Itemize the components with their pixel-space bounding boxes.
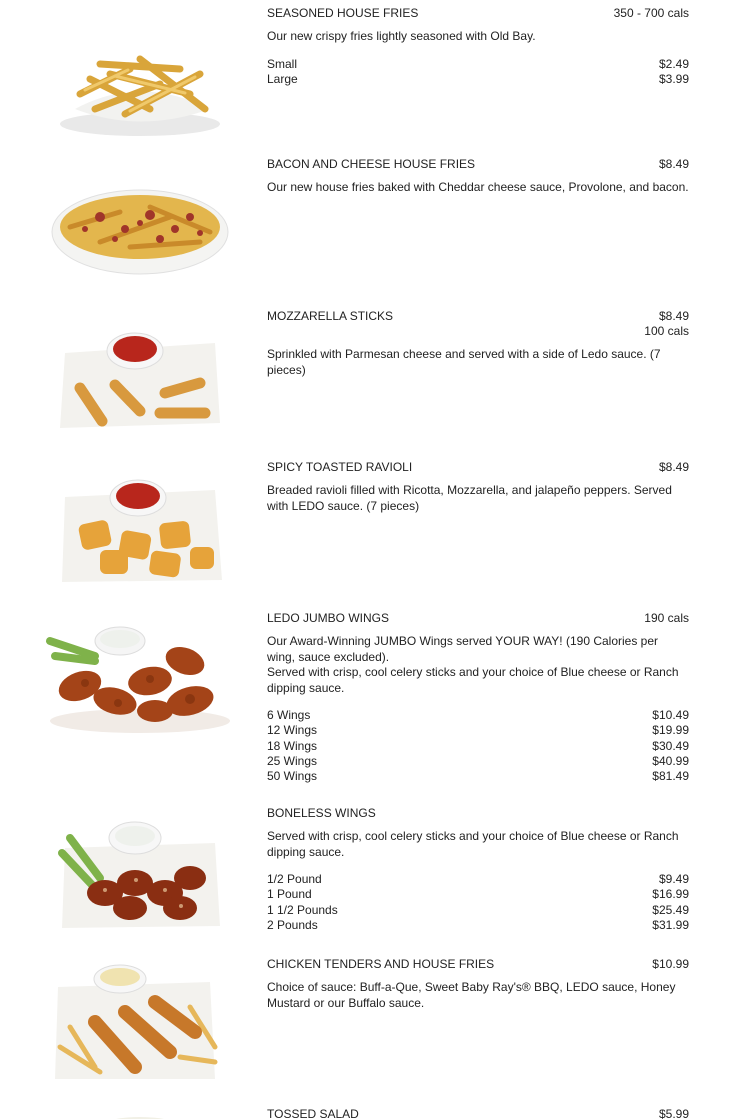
tossed-salad-photo [40, 1107, 240, 1119]
seasoned-fries-photo [40, 14, 240, 144]
toasted-ravioli-photo [40, 462, 240, 592]
item-name: MOZZARELLA STICKS [267, 309, 394, 323]
item-description: Our new house fries baked with Cheddar cheese sauce, Provolone, and bacon. [267, 180, 689, 194]
size-row [267, 754, 689, 769]
size-label: 2 Pounds [267, 917, 318, 932]
item-calories: 100 cals [644, 324, 689, 338]
size-price: $40.99 [652, 753, 689, 768]
size-price: $30.49 [652, 738, 689, 753]
size-price: $3.99 [658, 71, 689, 86]
item-name: SPICY TOASTED RAVIOLI [267, 460, 413, 474]
size-label: Large [267, 71, 298, 86]
item-description: Served with crisp, cool celery sticks and your choice of Blue cheese or Ranch dipping sauce. [267, 829, 679, 859]
item-calories: 190 cals [644, 611, 689, 625]
size-list [267, 872, 689, 933]
size-row [267, 903, 689, 918]
item-description: Choice of sauce: Buff-a-Que, Sweet Baby Ray's® BBQ, LEDO sauce, Honey Mustard or our Buffalo sauce. [267, 980, 676, 1010]
item-price: $10.99 [652, 957, 689, 971]
size-price: $19.99 [652, 723, 689, 738]
size-label: 12 Wings [267, 723, 318, 738]
size-price: $9.49 [658, 872, 689, 886]
size-list [267, 57, 689, 88]
size-label: 1 Pound [267, 887, 312, 902]
size-row [267, 57, 689, 72]
mozzarella-sticks-photo [40, 313, 240, 443]
size-row [267, 887, 689, 902]
size-list [267, 708, 689, 784]
size-price: $10.49 [652, 708, 689, 722]
size-row [267, 739, 689, 754]
item-price: $5.99 [658, 1107, 689, 1119]
size-price: $16.99 [652, 887, 689, 902]
size-row [267, 72, 689, 87]
size-label: 1 1/2 Pounds [267, 902, 338, 917]
chicken-tenders-photo [40, 957, 240, 1087]
item-calories: 350 - 700 cals [613, 6, 689, 20]
item-name: BONELESS WINGS [267, 806, 376, 820]
size-row [267, 918, 689, 933]
item-description-2: Served with crisp, cool celery sticks and your choice of Blue cheese or Ranch dipping sauce. [267, 665, 679, 695]
item-name: TOSSED SALAD [267, 1107, 359, 1119]
size-row [267, 872, 689, 887]
jumbo-wings-photo [40, 611, 240, 741]
size-label: 50 Wings [267, 769, 318, 784]
boneless-wings-photo [40, 808, 240, 938]
item-description: Our Award-Winning JUMBO Wings served YOUR WAY! (190 Calories per wing, sauce excluded). [267, 634, 659, 664]
size-label: 6 Wings [267, 708, 311, 722]
size-row [267, 769, 689, 784]
item-name: SEASONED HOUSE FRIES [267, 6, 419, 20]
size-price: $25.49 [652, 902, 689, 917]
item-name: LEDO JUMBO WINGS [267, 611, 390, 625]
size-price: $81.49 [652, 769, 689, 784]
item-price: $8.49 [658, 309, 689, 323]
size-price: $2.49 [658, 56, 689, 71]
item-price: $8.49 [658, 460, 689, 474]
size-label: 25 Wings [267, 753, 318, 768]
item-name: BACON AND CHEESE HOUSE FRIES [267, 157, 476, 171]
size-row [267, 708, 689, 723]
item-price: $8.49 [658, 157, 689, 171]
item-description: Our new crispy fries lightly seasoned with Old Bay. [267, 29, 536, 43]
item-name: CHICKEN TENDERS AND HOUSE FRIES [267, 957, 495, 971]
size-label: 18 Wings [267, 738, 318, 753]
size-price: $31.99 [652, 917, 689, 932]
size-row [267, 723, 689, 738]
bacon-cheese-fries-photo [40, 157, 240, 287]
size-label: Small [267, 56, 298, 71]
item-description: Sprinkled with Parmesan cheese and served with a side of Ledo sauce. (7 pieces) [267, 347, 661, 377]
size-label: 1/2 Pound [267, 872, 322, 886]
item-description: Breaded ravioli filled with Ricotta, Mozzarella, and jalapeño peppers. Served with LEDO sauce. (7 pieces) [267, 483, 672, 513]
